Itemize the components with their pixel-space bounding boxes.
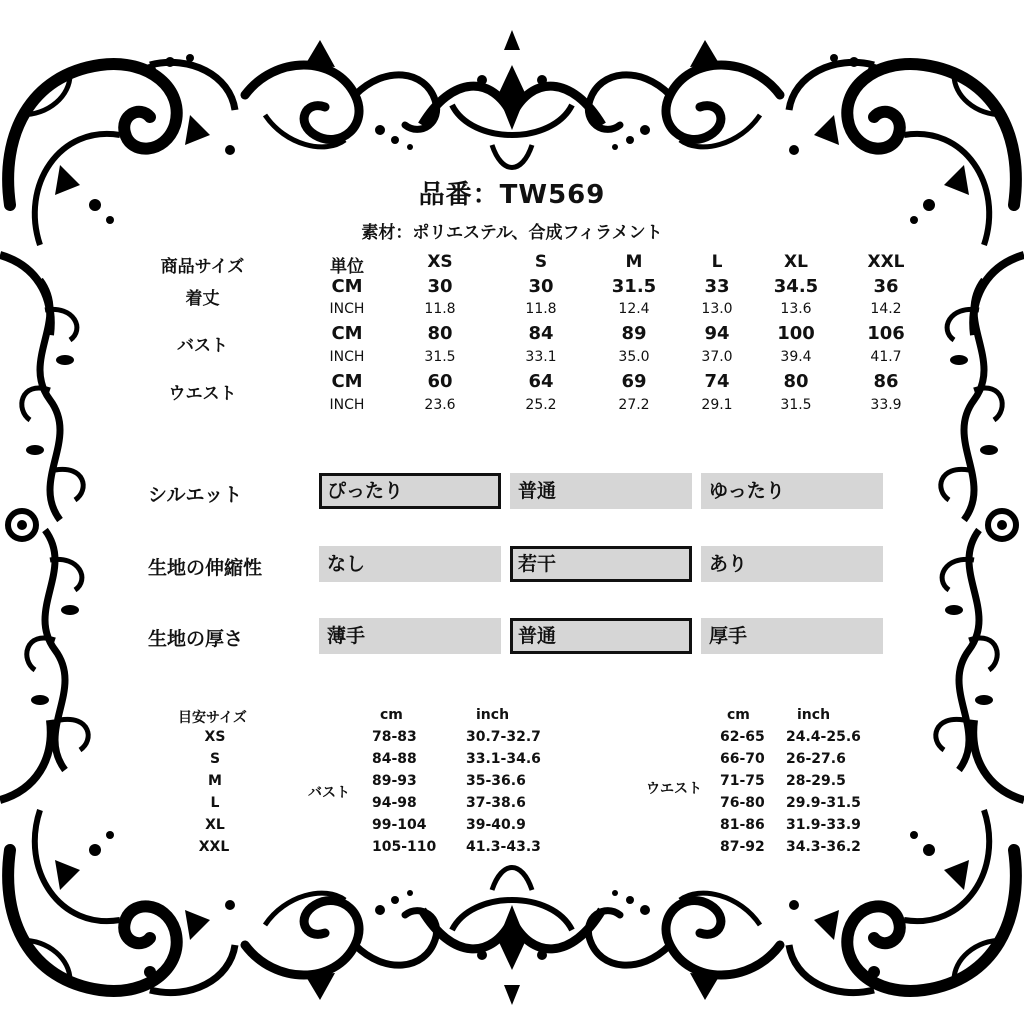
thickness-label: 生地の厚さ [148, 628, 244, 650]
material-text: 素材：ポリエステル、合成フィラメント [361, 223, 663, 243]
cm-unit: CM [331, 323, 363, 344]
row-label-bust: バスト [177, 336, 228, 356]
reference-size: XS [204, 729, 226, 745]
size-header: S [534, 252, 548, 272]
length-cm-value: 36 [873, 276, 899, 297]
reference-waist-inch: 34.3-36.2 [786, 839, 861, 855]
reference-waist-cm: 62-65 [720, 729, 765, 745]
waist-inch-value: 23.6 [424, 397, 456, 413]
row-label-length: 着丈 [185, 289, 220, 309]
thickness-option: 薄手 [319, 618, 501, 654]
cm-unit: CM [331, 276, 363, 297]
reference-waist-cm: 81-86 [720, 817, 765, 833]
reference-bust-inch: 41.3-43.3 [466, 839, 541, 855]
reference-bust-cm: 89-93 [372, 773, 417, 789]
silhouette-option: 普通 [510, 473, 692, 509]
reference-bust-cm: 94-98 [372, 795, 417, 811]
length-cm-value: 30 [528, 276, 554, 297]
bust-inch-value: 37.0 [701, 349, 733, 365]
silhouette-label: シルエット [148, 484, 243, 506]
reference-waist-inch: 24.4-25.6 [786, 729, 861, 745]
waist-inch-header: inch [797, 707, 831, 723]
reference-waist-cm: 71-75 [720, 773, 765, 789]
size-header: L [711, 252, 723, 272]
length-inch-value: 12.4 [618, 301, 650, 317]
bust-cm-value: 84 [528, 323, 554, 344]
reference-bust-label: バスト [308, 785, 350, 801]
product-number-title: 品番：TW569 [418, 180, 606, 210]
reference-size: M [208, 773, 222, 789]
thickness-option: 厚手 [701, 618, 883, 654]
reference-waist-label: ウエスト [646, 781, 702, 797]
waist-cm-value: 60 [427, 371, 453, 392]
inch-unit: INCH [329, 397, 365, 413]
bust-cm-value: 94 [704, 323, 730, 344]
stretch-option: なし [319, 546, 501, 582]
waist-inch-value: 31.5 [780, 397, 812, 413]
stretch-option: 若干 [510, 546, 692, 582]
bust-inch-value: 41.7 [870, 349, 902, 365]
size-header: M [625, 252, 643, 272]
row-label-waist: ウエスト [168, 384, 237, 404]
bust-inch-value: 35.0 [618, 349, 650, 365]
size-header: XL [784, 252, 808, 272]
reference-bust-cm: 105-110 [372, 839, 437, 855]
length-inch-value: 14.2 [870, 301, 902, 317]
cm-unit: CM [331, 371, 363, 392]
bust-cm-header: cm [380, 707, 403, 723]
length-cm-value: 33 [704, 276, 730, 297]
reference-waist-cm: 76-80 [720, 795, 765, 811]
size-header: XS [427, 252, 453, 272]
waist-cm-value: 64 [528, 371, 554, 392]
reference-bust-inch: 39-40.9 [466, 817, 526, 833]
silhouette-option: ゆったり [701, 473, 883, 509]
reference-bust-inch: 33.1-34.6 [466, 751, 541, 767]
reference-title: 目安サイズ [178, 710, 247, 726]
silhouette-option: ぴったり [319, 473, 501, 509]
length-cm-value: 31.5 [611, 276, 657, 297]
inch-unit: INCH [329, 301, 365, 317]
bust-inch-value: 31.5 [424, 349, 456, 365]
waist-cm-value: 69 [621, 371, 647, 392]
reference-size: S [209, 751, 221, 767]
bust-cm-value: 89 [621, 323, 647, 344]
reference-bust-cm: 78-83 [372, 729, 417, 745]
length-inch-value: 13.0 [701, 301, 733, 317]
reference-size: XXL [198, 839, 230, 855]
reference-waist-cm: 87-92 [720, 839, 765, 855]
waist-cm-header: cm [727, 707, 750, 723]
reference-waist-inch: 28-29.5 [786, 773, 846, 789]
bust-cm-value: 106 [867, 323, 905, 344]
length-inch-value: 11.8 [424, 301, 456, 317]
reference-waist-inch: 29.9-31.5 [786, 795, 861, 811]
waist-cm-value: 74 [704, 371, 730, 392]
reference-bust-cm: 84-88 [372, 751, 417, 767]
bust-inch-value: 33.1 [525, 349, 557, 365]
reference-waist-cm: 66-70 [720, 751, 765, 767]
length-cm-value: 34.5 [773, 276, 819, 297]
thickness-option: 普通 [510, 618, 692, 654]
waist-inch-value: 33.9 [870, 397, 902, 413]
waist-cm-value: 86 [873, 371, 899, 392]
waist-inch-value: 25.2 [525, 397, 557, 413]
reference-bust-cm: 99-104 [372, 817, 427, 833]
waist-cm-value: 80 [783, 371, 809, 392]
bust-cm-value: 80 [427, 323, 453, 344]
bust-cm-value: 100 [777, 323, 815, 344]
inch-unit: INCH [329, 349, 365, 365]
bust-inch-header: inch [476, 707, 510, 723]
stretch-option: あり [701, 546, 883, 582]
product-size-label: 商品サイズ [160, 257, 245, 277]
reference-size: XL [205, 817, 225, 833]
reference-waist-inch: 31.9-33.9 [786, 817, 861, 833]
reference-size: L [210, 795, 220, 811]
reference-waist-inch: 26-27.6 [786, 751, 846, 767]
size-header: XXL [867, 252, 905, 272]
unit-header: 単位 [330, 257, 364, 277]
bust-inch-value: 39.4 [780, 349, 812, 365]
reference-bust-inch: 37-38.6 [466, 795, 526, 811]
reference-bust-inch: 30.7-32.7 [466, 729, 541, 745]
waist-inch-value: 27.2 [618, 397, 650, 413]
stretch-label: 生地の伸縮性 [148, 557, 263, 579]
length-inch-value: 11.8 [525, 301, 557, 317]
length-cm-value: 30 [427, 276, 453, 297]
reference-bust-inch: 35-36.6 [466, 773, 526, 789]
length-inch-value: 13.6 [780, 301, 812, 317]
waist-inch-value: 29.1 [701, 397, 733, 413]
